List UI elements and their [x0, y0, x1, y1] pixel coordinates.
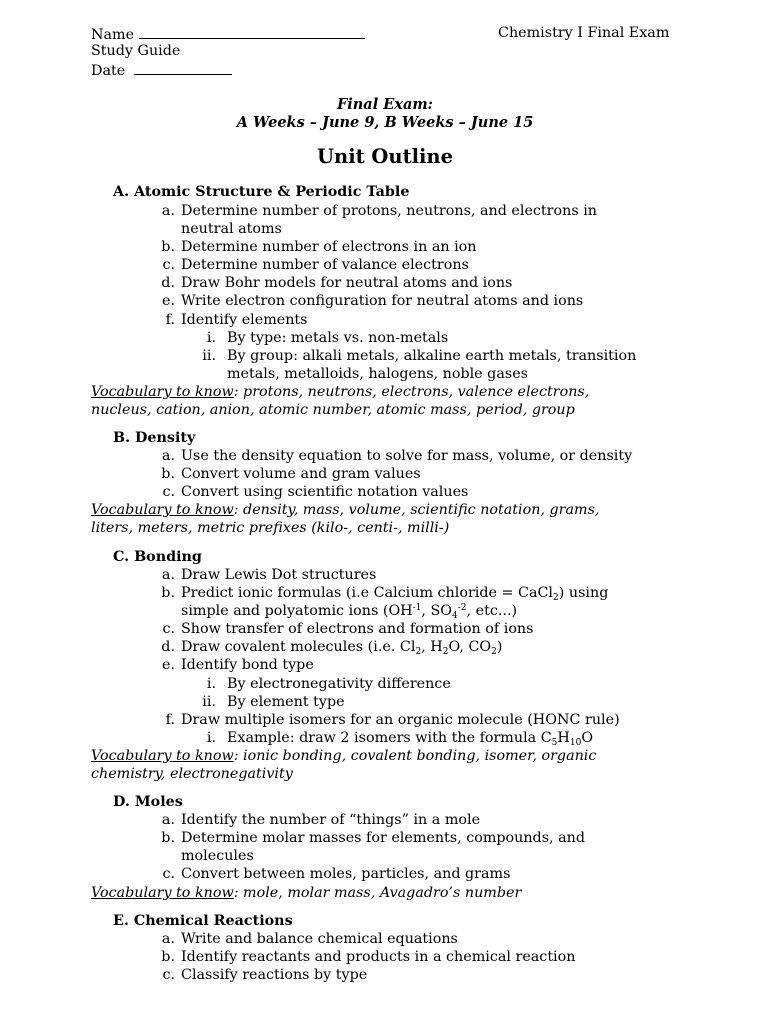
- list-item: metals, metalloids, halogens, noble gases: [227, 366, 528, 382]
- section-b-title: B. Density: [113, 430, 196, 446]
- list-marker: ii.: [202, 694, 216, 710]
- section-d-vocab: [91, 884, 521, 902]
- list-marker: c.: [162, 621, 175, 637]
- vocab-label: Vocabulary to know: [91, 885, 234, 901]
- section-d-title: D. Moles: [113, 794, 183, 810]
- list-item: Draw covalent molecules (i.e. $Cl_2$, $H_2O$, $CO_2$): [181, 639, 503, 657]
- list-item: simple and polyatomic ions ($OH^{-1}$, $SO_4^{-2}$, etc...): [181, 603, 518, 621]
- section-c-title: C. Bonding: [113, 549, 202, 565]
- list-item: molecules: [181, 848, 254, 864]
- list-marker: i.: [206, 676, 216, 692]
- date-label: Date: [91, 63, 126, 79]
- section-c-vocab: [91, 747, 596, 765]
- list-marker: a.: [161, 812, 175, 828]
- course-title: Chemistry I Final Exam: [498, 25, 670, 41]
- list-item: Predict ionic formulas (i.e Calcium chloride = CaCl$_2$) using: [181, 585, 609, 603]
- list-item: Write electron configuration for neutral atoms and ions: [181, 293, 584, 309]
- list-marker: i.: [206, 730, 216, 746]
- list-item: Example: draw 2 isomers with the formula $C_5H_{10}O$: [227, 730, 594, 748]
- list-marker: c.: [162, 967, 175, 983]
- list-item: Show transfer of electrons and formation of ions: [181, 621, 534, 637]
- list-item: Determine number of valance electrons: [181, 257, 469, 273]
- list-item: By group: alkali metals, alkaline earth metals, transition: [227, 348, 637, 364]
- list-marker: e.: [161, 657, 175, 673]
- list-marker: c.: [162, 866, 175, 882]
- list-item: Convert using scientific notation values: [181, 484, 469, 500]
- list-item: Identify bond type: [181, 657, 314, 673]
- study-guide-label: Study Guide: [91, 43, 181, 59]
- list-marker: d.: [161, 275, 175, 291]
- list-item: Classify reactions by type: [181, 967, 368, 983]
- list-item: Determine molar masses for elements, compounds, and: [181, 830, 586, 846]
- list-item: Convert volume and gram values: [181, 466, 421, 482]
- date-row: [91, 60, 232, 80]
- list-marker: a.: [161, 931, 175, 947]
- list-item: Identify reactants and products in a chemical reaction: [181, 949, 576, 965]
- list-marker: b.: [161, 466, 175, 482]
- list-item: Determine number of electrons in an ion: [181, 239, 477, 255]
- list-item: Draw Bohr models for neutral atoms and ions: [181, 275, 513, 291]
- list-marker: b.: [161, 585, 175, 601]
- vocab-label: Vocabulary to know: [91, 384, 234, 400]
- list-item: By electronegativity difference: [227, 676, 451, 692]
- list-marker: b.: [161, 830, 175, 846]
- section-e-title: E. Chemical Reactions: [113, 913, 293, 929]
- list-marker: f.: [165, 712, 175, 728]
- list-marker: c.: [162, 257, 175, 273]
- list-marker: b.: [161, 949, 175, 965]
- list-marker: a.: [161, 567, 175, 583]
- list-marker: ii.: [202, 348, 216, 364]
- exam-dates: A Weeks – June 9, B Weeks – June 15: [236, 114, 534, 131]
- list-item: Convert between moles, particles, and grams: [181, 866, 511, 882]
- vocab-text: liters, meters, metric prefixes (kilo-, centi-, milli-): [91, 520, 450, 536]
- section-b-vocab: [91, 501, 599, 519]
- list-item: Draw Lewis Dot structures: [181, 567, 377, 583]
- list-item: By element type: [227, 694, 345, 710]
- vocab-label: Vocabulary to know: [91, 502, 234, 518]
- vocab-text: : mole, molar mass, Avagadro’s number: [233, 885, 522, 901]
- list-item: Use the density equation to solve for mass, volume, or density: [181, 448, 633, 464]
- exam-title: Final Exam:: [336, 96, 434, 113]
- list-marker: a.: [161, 448, 175, 464]
- date-blank[interactable]: [134, 60, 232, 75]
- list-item: neutral atoms: [181, 221, 282, 237]
- outline-title: Unit Outline: [317, 145, 453, 168]
- vocab-label: Vocabulary to know: [91, 748, 234, 764]
- list-marker: d.: [161, 639, 175, 655]
- list-item: Write and balance chemical equations: [181, 931, 458, 947]
- list-marker: f.: [165, 312, 175, 328]
- vocab-text: chemistry, electronegativity: [91, 766, 293, 782]
- list-marker: e.: [161, 293, 175, 309]
- list-marker: c.: [162, 484, 175, 500]
- section-a-title: A. Atomic Structure & Periodic Table: [113, 184, 410, 200]
- vocab-text: nucleus, cation, anion, atomic number, atomic mass, period, group: [91, 402, 575, 418]
- list-item: By type: metals vs. non-metals: [227, 330, 449, 346]
- list-item: Identify elements: [181, 312, 308, 328]
- name-blank[interactable]: [139, 24, 365, 39]
- list-marker: a.: [161, 203, 175, 219]
- list-marker: b.: [161, 239, 175, 255]
- vocab-text: : protons, neutrons, electrons, valence electrons,: [233, 384, 590, 400]
- list-item: Determine number of protons, neutrons, and electrons in: [181, 203, 597, 219]
- name-label: Name: [91, 27, 135, 43]
- section-a-vocab: [91, 383, 589, 401]
- list-item: Identify the number of “things” in a mole: [181, 812, 481, 828]
- vocab-text: : density, mass, volume, scientific notation, grams,: [233, 502, 600, 518]
- vocab-text: : ionic bonding, covalent bonding, isomer, organic: [233, 748, 597, 764]
- list-item: Draw multiple isomers for an organic molecule (HONC rule): [181, 712, 620, 728]
- list-marker: i.: [206, 330, 216, 346]
